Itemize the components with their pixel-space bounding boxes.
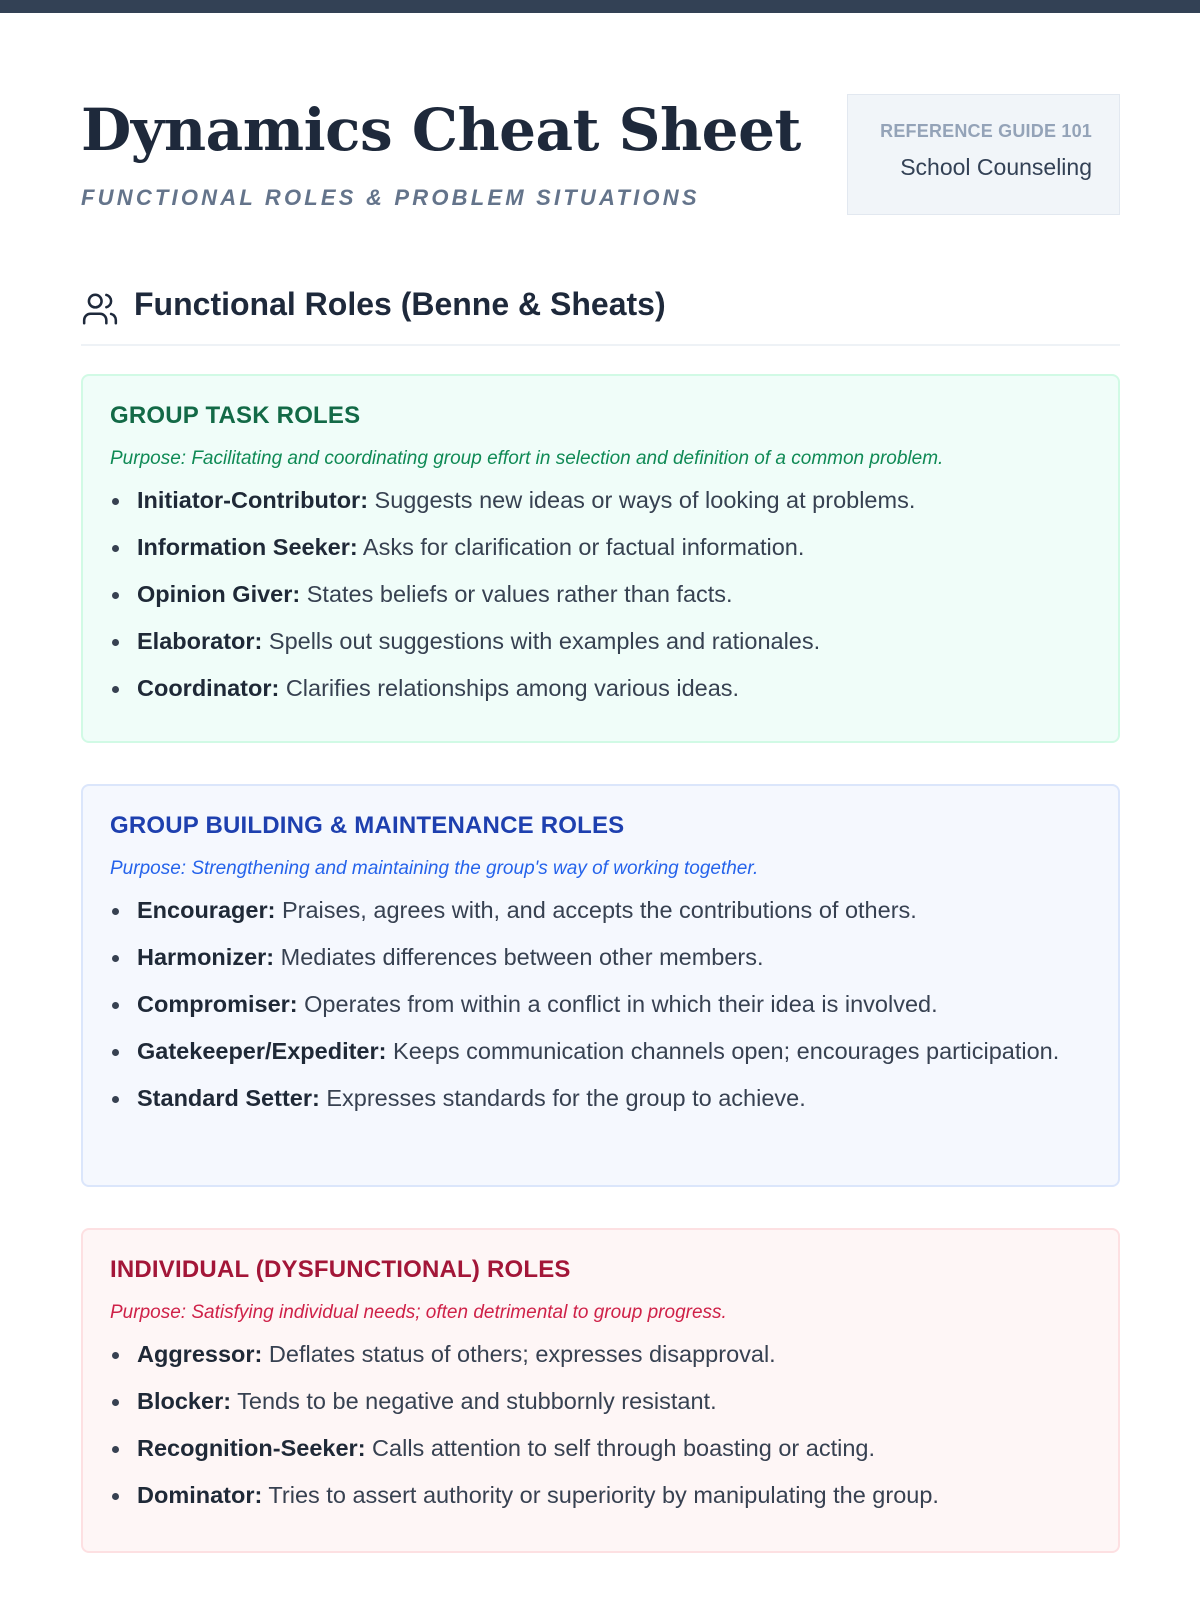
task-roles-card (81, 374, 1120, 743)
list-item (110, 1338, 1092, 1371)
badge-kicker: REFERENCE GUIDE 101 (880, 121, 1092, 141)
role-description: Asks for clarification or factual information. (357, 534, 805, 560)
list-item (110, 531, 1092, 564)
card-purpose: Purpose: Strengthening and maintaining the group's way of working together. (110, 858, 759, 879)
role-name: Aggressor: (137, 1341, 263, 1367)
page-subtitle: FUNCTIONAL ROLES & PROBLEM SITUATIONS (81, 185, 700, 210)
list-item (110, 1479, 1092, 1512)
role-description: Tends to be negative and stubbornly resistant. (231, 1388, 717, 1414)
page-title: Dynamics Cheat Sheet (81, 96, 801, 164)
role-name: Coordinator: (137, 675, 280, 701)
role-description: Spells out suggestions with examples and rationales. (262, 628, 821, 654)
role-description: Keeps communication channels open; encourages participation. (386, 1038, 1060, 1064)
role-name: Harmonizer: (137, 944, 275, 970)
list-item (110, 1035, 1092, 1068)
list-item (110, 1082, 1092, 1115)
card-title: INDIVIDUAL (DYSFUNCTIONAL) ROLES (110, 1256, 571, 1283)
maintenance-roles-card (81, 784, 1120, 1187)
list-item (110, 988, 1092, 1021)
list-item (110, 484, 1092, 517)
list-item (110, 1432, 1092, 1465)
list-item (110, 625, 1092, 658)
role-description: Operates from within a conflict in which their idea is involved. (297, 991, 938, 1017)
role-name: Gatekeeper/Expediter: (137, 1038, 387, 1064)
role-description: Suggests new ideas or ways of looking at problems. (368, 487, 916, 513)
role-name: Recognition-Seeker: (137, 1435, 366, 1461)
cheat-sheet-page (81, 0, 1120, 1553)
role-name: Elaborator: (137, 628, 263, 654)
role-name: Blocker: (137, 1388, 232, 1414)
card-title: GROUP TASK ROLES (110, 402, 361, 429)
role-name: Encourager: (137, 897, 276, 923)
section-heading (81, 270, 1120, 346)
list-item (110, 894, 1092, 927)
role-name: Standard Setter: (137, 1085, 320, 1111)
role-description: Tries to assert authority or superiority by manipulating the group. (262, 1482, 939, 1508)
role-list (110, 1338, 1092, 1512)
role-name: Opinion Giver: (137, 581, 301, 607)
section-title: Functional Roles (Benne & Sheats) (134, 286, 666, 322)
role-name: Initiator-Contributor: (137, 487, 369, 513)
card-title: GROUP BUILDING & MAINTENANCE ROLES (110, 812, 625, 839)
badge-course-name: School Counseling (900, 154, 1092, 180)
role-description: Expresses standards for the group to achieve. (319, 1085, 806, 1111)
list-item (110, 578, 1092, 611)
page-header (81, 0, 1120, 270)
role-description: Deflates status of others; expresses disapproval. (262, 1341, 776, 1367)
role-description: Clarifies relationships among various ideas. (279, 675, 740, 701)
individual-roles-card (81, 1228, 1120, 1553)
card-purpose: Purpose: Facilitating and coordinating group effort in selection and definition of a common problem. (110, 448, 944, 469)
role-name: Compromiser: (137, 991, 298, 1017)
role-name: Dominator: (137, 1482, 263, 1508)
list-item (110, 1385, 1092, 1418)
list-item (110, 672, 1092, 705)
reference-badge (847, 94, 1120, 215)
role-name: Information Seeker: (137, 534, 358, 560)
role-description: States beliefs or values rather than facts. (300, 581, 733, 607)
role-description: Mediates differences between other members. (274, 944, 764, 970)
users-icon (81, 290, 119, 328)
role-description: Calls attention to self through boasting or acting. (365, 1435, 876, 1461)
list-item (110, 941, 1092, 974)
role-description: Praises, agrees with, and accepts the contributions of others. (275, 897, 917, 923)
card-purpose: Purpose: Satisfying individual needs; often detrimental to group progress. (110, 1302, 727, 1323)
role-list (110, 484, 1092, 705)
role-list (110, 894, 1092, 1115)
